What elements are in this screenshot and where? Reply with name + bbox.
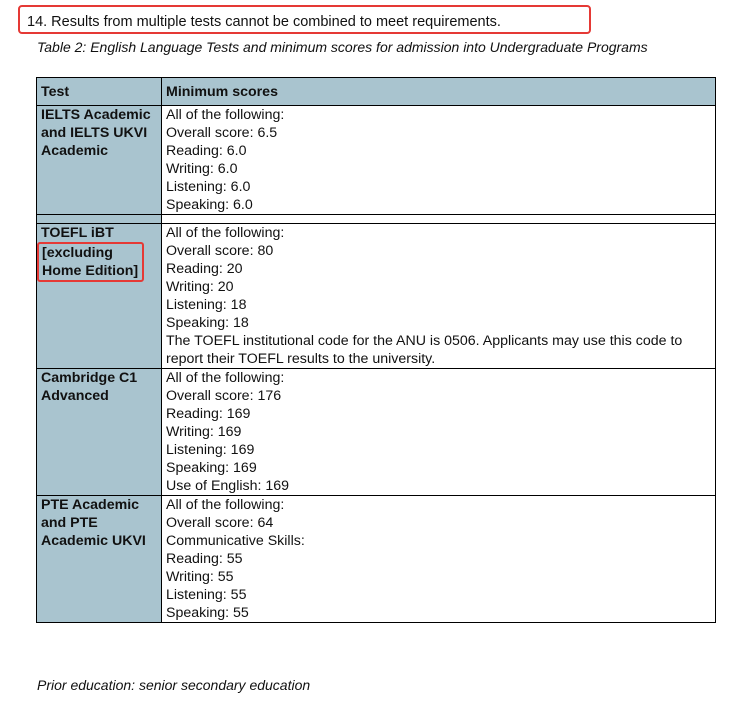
test-name-line: Advanced <box>41 388 109 404</box>
table-header-row <box>37 78 716 106</box>
score-line: All of the following: <box>166 225 285 241</box>
table-row-toefl <box>37 224 716 369</box>
note-text: 14. Results from multiple tests cannot be combined to meet requirements. <box>27 14 501 30</box>
score-line: Communicative Skills: <box>166 533 305 549</box>
prior-education-note: Prior education: senior secondary education <box>37 677 311 693</box>
spacer-cell <box>37 215 162 224</box>
score-line: Listening: 55 <box>166 587 247 603</box>
score-line: Writing: 6.0 <box>166 161 238 177</box>
score-line: Speaking: 55 <box>166 605 249 621</box>
table-row-pte <box>37 496 716 623</box>
test-name-line: TOEFL iBT <box>41 225 114 241</box>
highlighted-requirement-note <box>18 5 591 34</box>
toefl-code-note: The TOEFL institutional code for the ANU is 0506. Applicants may use this code to report their TOEFL results to the university. <box>166 333 683 367</box>
test-name-line: PTE Academic <box>41 497 140 513</box>
scores-cell <box>162 106 716 215</box>
score-line: Speaking: 18 <box>166 315 249 331</box>
score-line: Reading: 20 <box>166 261 243 277</box>
score-line: Reading: 55 <box>166 551 243 567</box>
score-line: All of the following: <box>166 370 285 386</box>
test-name-cell <box>37 369 162 496</box>
test-name-line: Academic <box>41 143 109 159</box>
score-line: Speaking: 169 <box>166 460 257 476</box>
score-line: Writing: 20 <box>166 279 234 295</box>
test-name-line: [excluding <box>42 245 113 261</box>
score-line: Listening: 169 <box>166 442 255 458</box>
score-line: Speaking: 6.0 <box>166 197 253 213</box>
test-name-line: IELTS Academic <box>41 107 151 123</box>
test-name-cell <box>37 496 162 623</box>
table-caption: Table 2: English Language Tests and minimum scores for admission into Undergraduate Programs <box>37 39 648 55</box>
test-name-cell <box>37 224 162 369</box>
score-line: Overall score: 80 <box>166 243 274 259</box>
score-line: Listening: 6.0 <box>166 179 251 195</box>
header-minimum-scores: Minimum scores <box>162 78 716 106</box>
table-row-cambridge <box>37 369 716 496</box>
english-tests-table <box>36 77 716 623</box>
score-line: Overall score: 6.5 <box>166 125 278 141</box>
highlighted-exclusion <box>37 242 144 282</box>
table-spacer-row <box>37 215 716 224</box>
score-line: Overall score: 176 <box>166 388 282 404</box>
test-name-cell <box>37 106 162 215</box>
test-name-line: Academic UKVI <box>41 533 146 549</box>
spacer-cell <box>162 215 716 224</box>
score-line: All of the following: <box>166 497 285 513</box>
score-line: All of the following: <box>166 107 285 123</box>
score-line: Writing: 55 <box>166 569 234 585</box>
test-name-line: and IELTS UKVI <box>41 125 148 141</box>
table-row-ielts <box>37 106 716 215</box>
score-line: Writing: 169 <box>166 424 242 440</box>
scores-cell <box>162 496 716 623</box>
header-test: Test <box>37 78 162 106</box>
test-name-line: and PTE <box>41 515 98 531</box>
test-name-line: Cambridge C1 <box>41 370 138 386</box>
scores-cell <box>162 224 716 369</box>
test-name-line: Home Edition] <box>42 263 139 279</box>
score-line: Reading: 169 <box>166 406 251 422</box>
score-line: Use of English: 169 <box>166 478 290 494</box>
scores-cell <box>162 369 716 496</box>
score-line: Reading: 6.0 <box>166 143 247 159</box>
score-line: Overall score: 64 <box>166 515 274 531</box>
score-line: Listening: 18 <box>166 297 247 313</box>
